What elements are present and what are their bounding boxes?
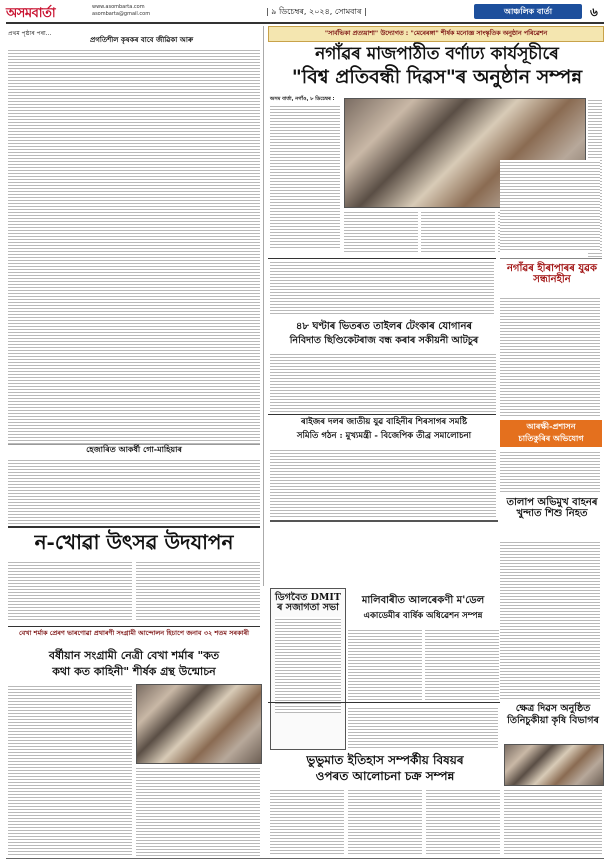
- date: | ৯ ডিচেম্বৰ, ২০২৪, সোমবাৰ |: [266, 7, 367, 16]
- book-body-col1: [8, 684, 132, 856]
- side-box-line2: চাতিকুৰিৰ অভিযোগ: [518, 434, 584, 443]
- history-headline-1: ভুভুমাত ইতিহাস সম্পৰ্কীয় বিষয়ৰ: [306, 753, 464, 767]
- footer-rule: [6, 858, 604, 859]
- section-label: আঞ্চলিক বাৰ্তা: [503, 7, 553, 16]
- tanker-headline-1: ৪৮ ঘণ্টাৰ ভিতৰত তাইলৰ টেংকাৰ যোগানৰ: [295, 321, 473, 332]
- website: www.asombarta.com: [92, 4, 145, 10]
- history-rule: [268, 702, 500, 703]
- meeting-body-cont: [348, 706, 498, 750]
- dmit-box: [270, 588, 346, 750]
- lead-body-col2: [344, 210, 418, 254]
- lead-body-col1: [270, 104, 340, 250]
- book-kicker: বেখা শৰ্মাক প্ৰেৰণ ভাৰণোৱা প্ৰথাৰণী সংগ্ৰামী আন্দোলন হিচাপে জনাব ৩২ শতম সৰকাৰী: [18, 629, 250, 637]
- unity-headline-2: সমিতি গঠন : মুখ্যমন্ত্ৰী - বিজেপিক তীব্ৰ সমালোচনা: [296, 431, 472, 441]
- meeting-headline-1: মালিবাৰীত আলৰেকণী ম'ডেল: [361, 595, 485, 606]
- hamlet-headline: হেজাৰিত আকৰ্ষী গো-মাহিয়াৰ: [86, 445, 182, 454]
- side2-headline: তালাপ অভিমুখ বাহনৰ খুন্দাত শিশু নিহত: [506, 497, 598, 519]
- side-box-line1: আৰক্ষী-প্ৰশাসন: [526, 422, 576, 431]
- meeting-headline-2: একাডেমীৰ বাৰ্ষিক অধিৱেশন সম্পন্ন: [363, 611, 483, 621]
- side1-top-body: [500, 160, 600, 252]
- book-photo: [136, 684, 262, 764]
- side1-headline: নগাঁৱৰ হীৰাপাৰৰ যুৱক সন্ধানহীন: [506, 263, 598, 285]
- hamlet-body: [8, 458, 260, 524]
- side-box: [500, 420, 602, 447]
- meeting-body-col1: [348, 628, 422, 700]
- lead-body-col3: [421, 210, 495, 254]
- masthead-rule: [6, 22, 604, 24]
- date-text: ৯ ডিচেম্বৰ, ২০২৪, সোমবাৰ: [271, 7, 362, 16]
- banner: [268, 26, 604, 42]
- logo: অসমবাৰ্তা: [6, 6, 56, 21]
- side-box-body: [500, 450, 600, 494]
- history-headline-2: ওপৰত আলোচনা চক্ৰ সম্পন্ন: [315, 769, 455, 783]
- history-body-col2: [348, 788, 422, 856]
- book-body-col2: [136, 766, 260, 856]
- dmit-body: [275, 617, 341, 713]
- banner-text: "সাৰ্বভিকা প্ৰত্যয়াশা" উদ্যোগত : "মেৰেৰঙ্গা" শীৰ্ষক মনোজ্ঞ সাংস্কৃতিক অনুষ্ঠান পৰিৱেশন: [324, 30, 548, 37]
- unity-body: [270, 448, 496, 518]
- lead-headline-1: নগাঁৱৰ মাজপাঠীত বৰ্ণাঢ্য কাৰ্যসূচীৰে: [315, 44, 559, 64]
- history-body-col1: [270, 788, 344, 856]
- lead-dateline: অসম বাৰ্তা, নগাঁও, ৮ ডিচেম্বৰ :: [270, 96, 335, 102]
- book-headline-1: বৰ্ষীয়ান সংগ্ৰামী নেত্ৰী বেখা শৰ্মাৰ "কত: [48, 649, 220, 662]
- section-tab: [474, 4, 582, 19]
- page-number: ৬: [590, 5, 598, 19]
- tanker-headline-2: নিবিদাত ছিণ্ডিকেটৰাজ বন্ধ কৰাৰ সকীয়নী আটচুৰ: [289, 335, 479, 346]
- unity-rule: [268, 414, 496, 415]
- masthead: [6, 4, 604, 22]
- history-body-col3: [426, 788, 500, 856]
- col-divider: [263, 26, 264, 586]
- festival-body-col1: [8, 560, 132, 622]
- tanker-body: [270, 352, 496, 412]
- festival-headline: ন-খোৱা উৎসৱ উদযাপন: [34, 530, 234, 554]
- side2-body: [500, 540, 600, 700]
- dmit-headline: ডিগবৈত DMIT ৰ সজাগতা সভা: [275, 592, 341, 613]
- agri-headline-2: তিনিচুকীয়া কৃষি বিভাগৰ: [507, 714, 599, 726]
- story1-body: [8, 48, 260, 444]
- unity-photo: [270, 520, 498, 522]
- festival-body-col2: [136, 560, 260, 622]
- side1-body: [500, 296, 600, 418]
- meeting-body-col2: [425, 628, 499, 700]
- story1-headline: প্ৰগতিশীল কৃষকৰ বাবে জীৱিকা আৰু: [90, 36, 194, 44]
- tanker-top-rule: [268, 258, 496, 259]
- lead-headline-2: "বিশ্ব প্ৰতিবন্ধী দিৱস"ৰ অনুষ্ঠান সম্পন্ন: [291, 66, 583, 88]
- agri-headline-1: ক্ষেত্ৰ দিৱস অনুষ্ঠিত: [515, 703, 591, 714]
- lead-continued: [270, 260, 494, 316]
- email: asombarta@gmail.com: [92, 11, 151, 17]
- festival-rule: [8, 526, 260, 528]
- book-headline-2: কথা কত কাহিনী" শীৰ্ষক গ্ৰন্থ উন্মোচন: [52, 665, 216, 678]
- agri-headline-box: [504, 704, 602, 740]
- agri-body: [504, 788, 602, 856]
- book-rule: [8, 626, 260, 627]
- continuation-label: প্ৰথম পৃষ্ঠাৰ পৰা...: [8, 30, 52, 37]
- unity-headline-1: ৰাইজৰ দলৰ জাতীয় যুৱ বাহিনীৰ শিৰসাগৰ সমষ্টি: [300, 417, 468, 427]
- side1-rule: [500, 258, 602, 259]
- agri-photo: [504, 744, 604, 786]
